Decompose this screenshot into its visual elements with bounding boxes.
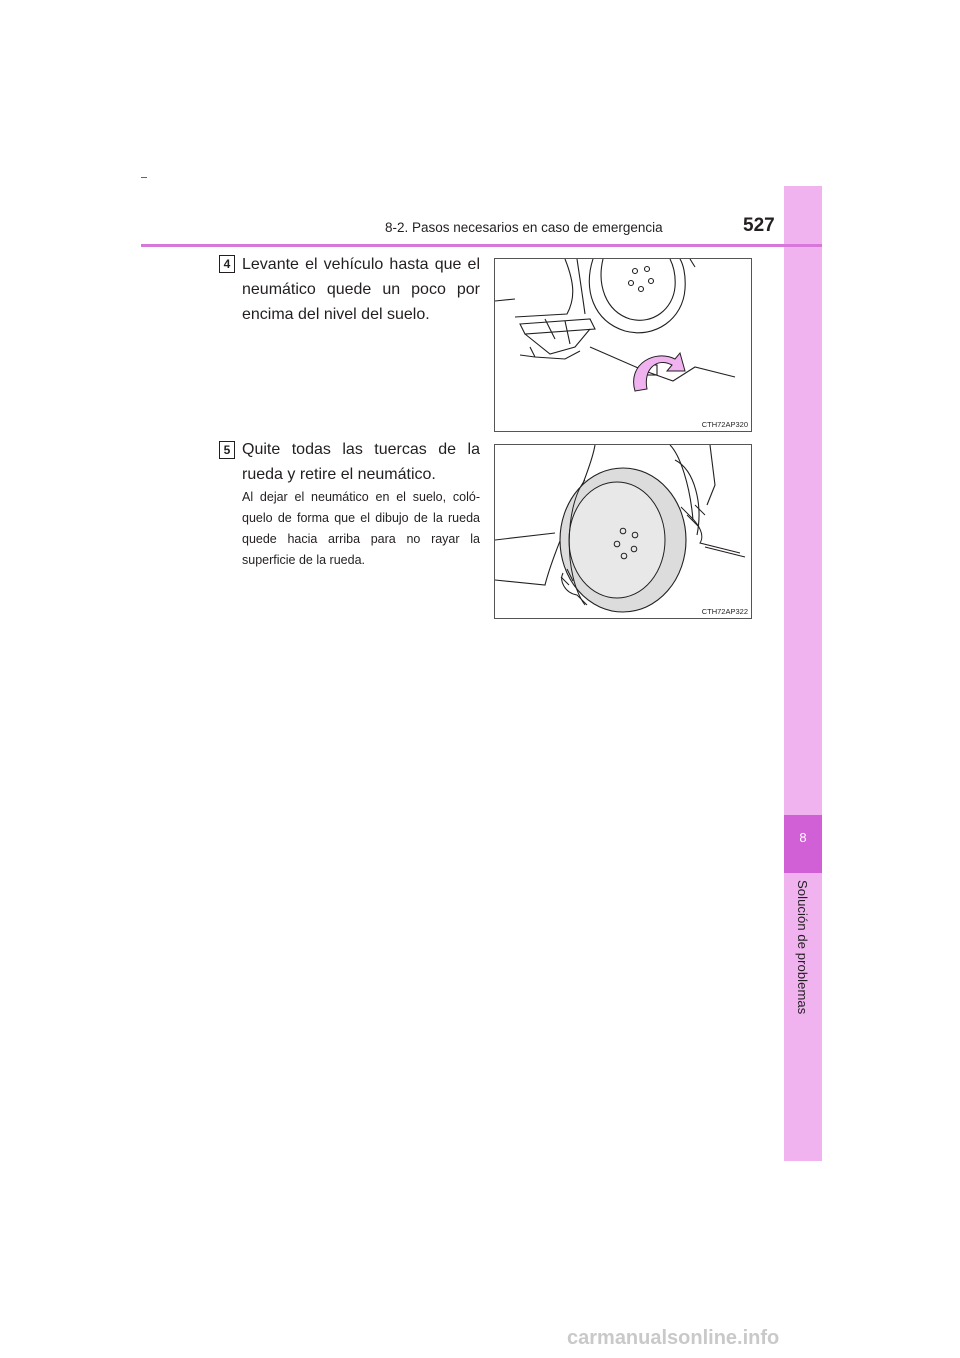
- step-text: Levante el vehículo hasta que el neumático quede un poco por encima del nivel del suelo.: [242, 256, 480, 323]
- step-note: Al dejar el neumático en el suelo, coló-quelo de forma que el dibujo de la rueda quede hacia arriba para no rayar la superficie de la rueda.: [242, 490, 480, 567]
- section-title: 8-2. Pasos necesarios en caso de emergencia: [385, 220, 663, 235]
- jack-lifting-illustration: [494, 258, 752, 432]
- step-text: Quite todas las tuercas de la rueda y retire el neumático.: [242, 441, 480, 483]
- chapter-number: 8: [799, 830, 807, 845]
- figure-code: CTH72AP320: [701, 420, 748, 429]
- crop-mark: [141, 177, 147, 178]
- chapter-side-tab: [784, 186, 822, 1161]
- jack-lifting-drawing: [495, 259, 751, 431]
- step-number-box: 4: [219, 255, 235, 273]
- chapter-title: Solución de problemas: [795, 880, 810, 1015]
- figure-code: CTH72AP322: [701, 607, 748, 616]
- step-number-box: 5: [219, 441, 235, 459]
- watermark-footer: carmanualsonline.info: [567, 1327, 780, 1349]
- wheel-removal-illustration: [494, 444, 752, 619]
- header-rule: [141, 244, 822, 247]
- page-number: 527: [743, 215, 775, 236]
- wheel-removal-drawing: [495, 445, 751, 618]
